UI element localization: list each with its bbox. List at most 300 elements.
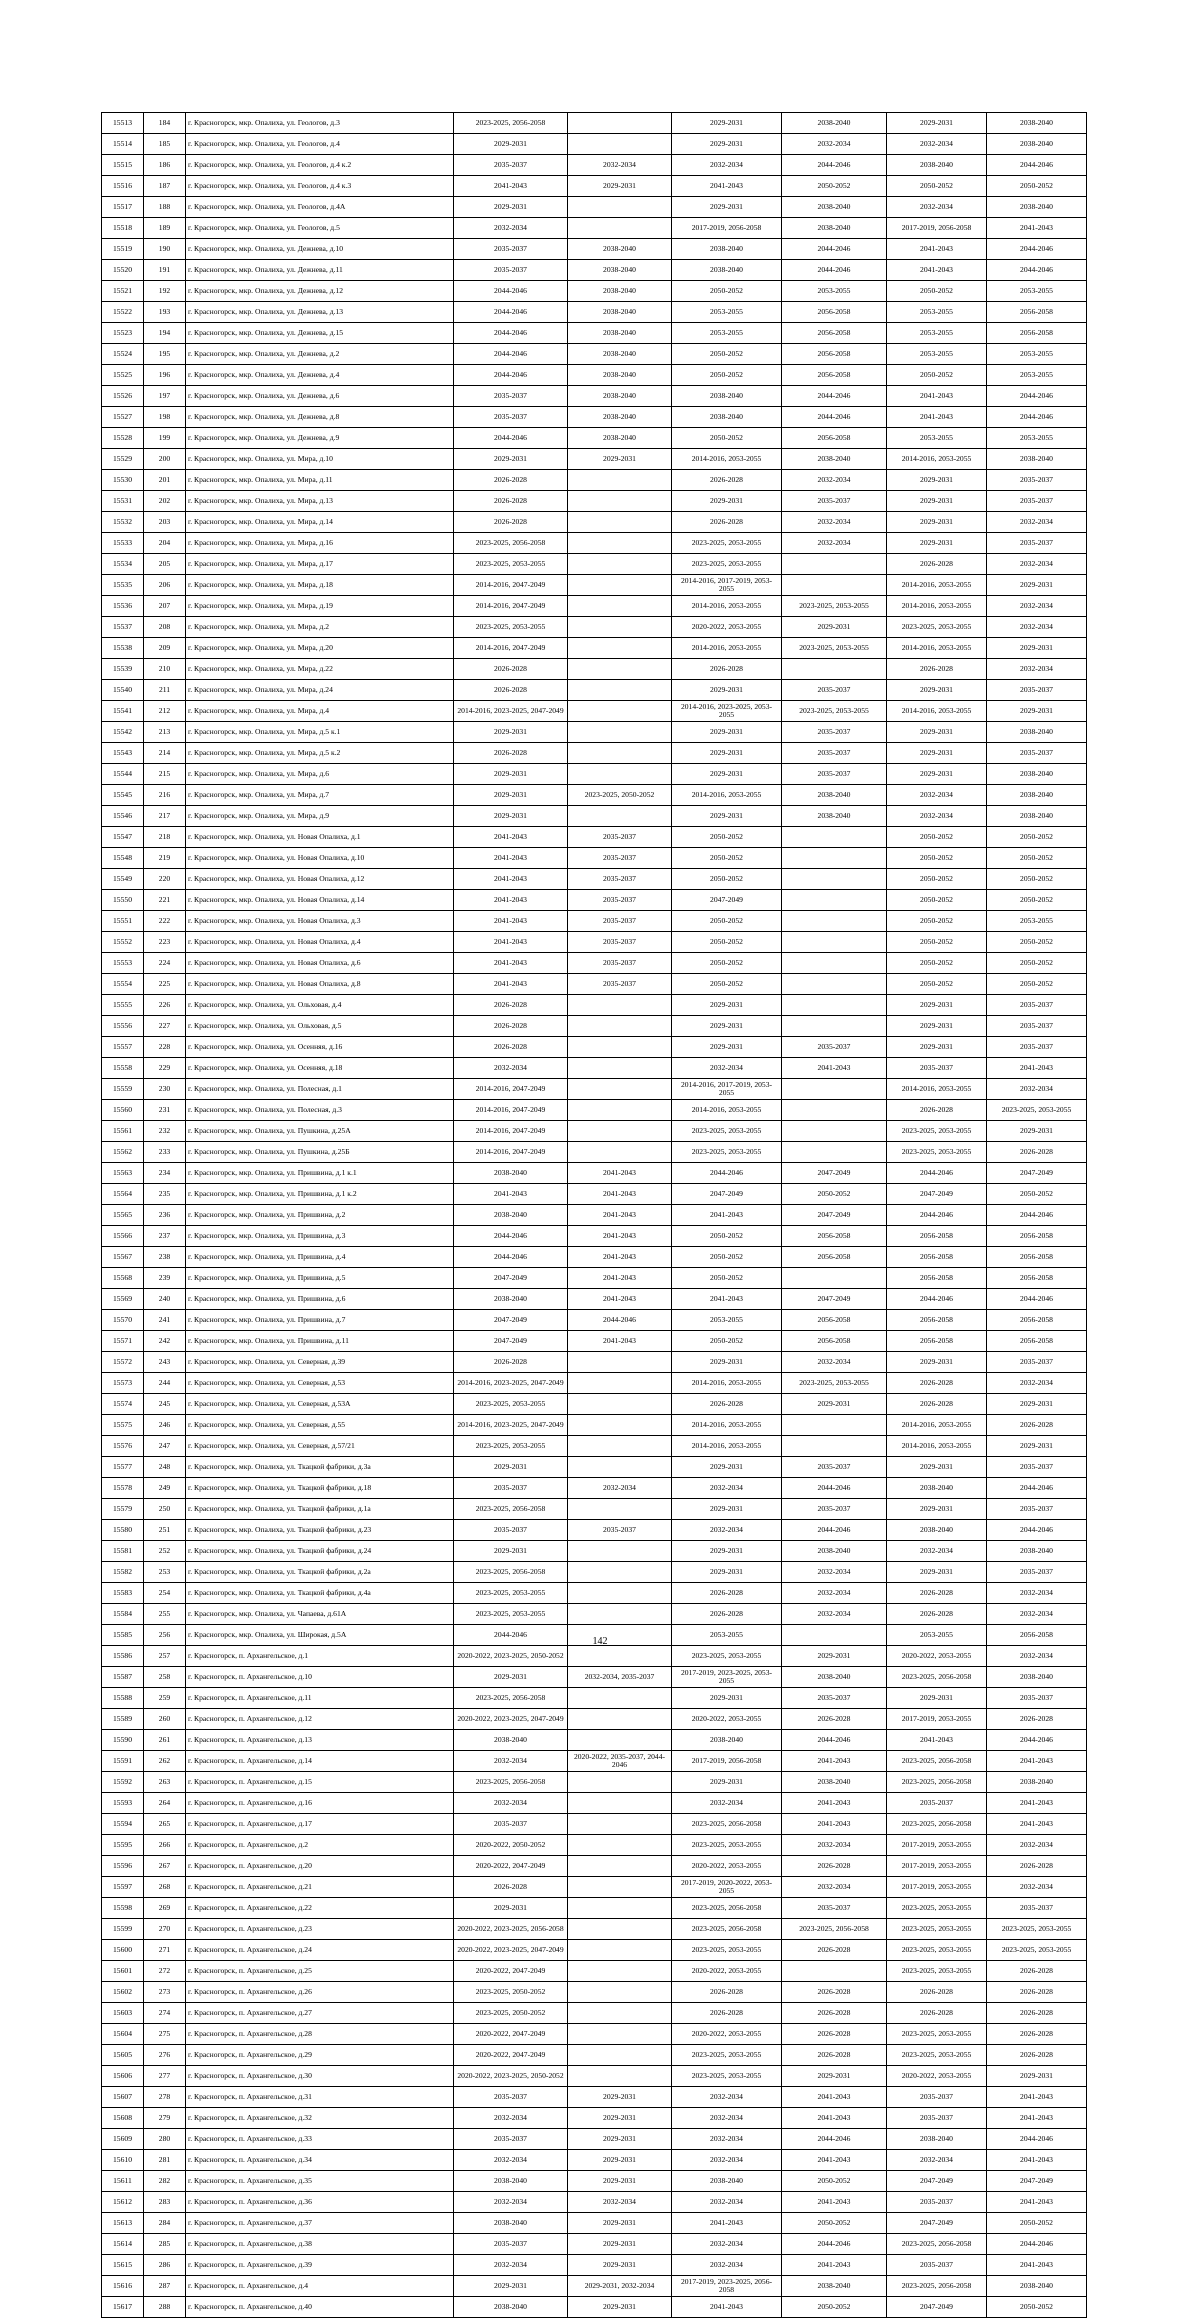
row-id-cell: 15584 xyxy=(102,1604,144,1625)
period-cell-6: 2023-2025, 2053-2055 xyxy=(987,1919,1087,1940)
row-id-cell: 15522 xyxy=(102,302,144,323)
period-cell-2: 2029-2031, 2032-2034 xyxy=(568,2276,672,2297)
period-cell-5: 2023-2025, 2053-2055 xyxy=(887,1121,987,1142)
period-cell-3: 2053-2055 xyxy=(672,1310,782,1331)
table-row xyxy=(102,1331,1087,1352)
row-number-cell: 207 xyxy=(144,596,186,617)
row-number-cell: 273 xyxy=(144,1982,186,2003)
row-id-cell: 15612 xyxy=(102,2192,144,2213)
period-cell-3: 2038-2040 xyxy=(672,1730,782,1751)
period-cell-5: 2017-2019, 2053-2055 xyxy=(887,1856,987,1877)
row-number-cell: 216 xyxy=(144,785,186,806)
period-cell-6: 2032-2034 xyxy=(987,512,1087,533)
period-cell-6: 2029-2031 xyxy=(987,638,1087,659)
row-number-cell: 245 xyxy=(144,1394,186,1415)
period-cell-5: 2014-2016, 2053-2055 xyxy=(887,638,987,659)
row-id-cell: 15521 xyxy=(102,281,144,302)
period-cell-4: 2032-2034 xyxy=(782,1604,887,1625)
period-cell-5: 2032-2034 xyxy=(887,197,987,218)
address-cell: г. Красногорск, мкр. Опалиха, ул. Новая Опалиха, д.10 xyxy=(186,848,454,869)
period-cell-6: 2029-2031 xyxy=(987,1436,1087,1457)
row-id-cell: 15552 xyxy=(102,932,144,953)
period-cell-2: 2029-2031 xyxy=(568,2108,672,2129)
period-cell-5: 2014-2016, 2053-2055 xyxy=(887,449,987,470)
period-cell-2 xyxy=(568,2045,672,2066)
period-cell-2: 2041-2043 xyxy=(568,1247,672,1268)
table-row xyxy=(102,2108,1087,2129)
table-row xyxy=(102,848,1087,869)
period-cell-4: 2038-2040 xyxy=(782,2276,887,2297)
period-cell-4 xyxy=(782,932,887,953)
table-row xyxy=(102,1142,1087,1163)
address-cell: г. Красногорск, п. Архангельское, д.2 xyxy=(186,1835,454,1856)
address-cell: г. Красногорск, мкр. Опалиха, ул. Дежнева, д.6 xyxy=(186,386,454,407)
period-cell-3: 2026-2028 xyxy=(672,1394,782,1415)
row-number-cell: 278 xyxy=(144,2087,186,2108)
row-id-cell: 15564 xyxy=(102,1184,144,1205)
period-cell-4: 2038-2040 xyxy=(782,449,887,470)
table-row xyxy=(102,533,1087,554)
row-id-cell: 15574 xyxy=(102,1394,144,1415)
address-cell: г. Красногорск, мкр. Опалиха, ул. Пришвина, д.11 xyxy=(186,1331,454,1352)
row-id-cell: 15572 xyxy=(102,1352,144,1373)
row-number-cell: 192 xyxy=(144,281,186,302)
period-cell-1: 2044-2046 xyxy=(454,323,568,344)
period-cell-5: 2029-2031 xyxy=(887,1457,987,1478)
row-id-cell: 15615 xyxy=(102,2255,144,2276)
period-cell-6: 2056-2058 xyxy=(987,1268,1087,1289)
period-cell-6: 2044-2046 xyxy=(987,2129,1087,2150)
period-cell-1: 2026-2028 xyxy=(454,1877,568,1898)
period-cell-3: 2032-2034 xyxy=(672,2192,782,2213)
table-row xyxy=(102,428,1087,449)
period-cell-6: 2041-2043 xyxy=(987,1058,1087,1079)
row-number-cell: 252 xyxy=(144,1541,186,1562)
period-cell-1: 2044-2046 xyxy=(454,1625,568,1646)
row-number-cell: 210 xyxy=(144,659,186,680)
period-cell-1: 2023-2025, 2053-2055 xyxy=(454,554,568,575)
table-row xyxy=(102,1982,1087,2003)
period-cell-5: 2056-2058 xyxy=(887,1268,987,1289)
period-cell-6: 2035-2037 xyxy=(987,1457,1087,1478)
period-cell-3: 2017-2019, 2056-2058 xyxy=(672,1751,782,1772)
row-number-cell: 239 xyxy=(144,1268,186,1289)
table-row xyxy=(102,1289,1087,1310)
period-cell-1: 2041-2043 xyxy=(454,176,568,197)
period-cell-4: 2044-2046 xyxy=(782,2129,887,2150)
row-number-cell: 224 xyxy=(144,953,186,974)
address-cell: г. Красногорск, мкр. Опалиха, ул. Мира, д.16 xyxy=(186,533,454,554)
period-cell-2: 2038-2040 xyxy=(568,365,672,386)
row-number-cell: 203 xyxy=(144,512,186,533)
period-cell-4: 2035-2037 xyxy=(782,743,887,764)
row-number-cell: 218 xyxy=(144,827,186,848)
period-cell-5: 2029-2031 xyxy=(887,1499,987,1520)
schedule-table xyxy=(101,112,1087,2318)
address-cell: г. Красногорск, мкр. Опалиха, ул. Мира, д.14 xyxy=(186,512,454,533)
period-cell-1: 2023-2025, 2056-2058 xyxy=(454,1499,568,1520)
period-cell-6: 2053-2055 xyxy=(987,365,1087,386)
period-cell-3: 2038-2040 xyxy=(672,239,782,260)
period-cell-2 xyxy=(568,806,672,827)
period-cell-2 xyxy=(568,1772,672,1793)
period-cell-3: 2032-2034 xyxy=(672,2129,782,2150)
period-cell-3: 2029-2031 xyxy=(672,995,782,1016)
period-cell-2: 2029-2031 xyxy=(568,2213,672,2234)
row-id-cell: 15590 xyxy=(102,1730,144,1751)
period-cell-3: 2044-2046 xyxy=(672,1163,782,1184)
period-cell-6: 2026-2028 xyxy=(987,1961,1087,1982)
period-cell-1: 2032-2034 xyxy=(454,2192,568,2213)
address-cell: г. Красногорск, мкр. Опалиха, ул. Ткацкой фабрики, д.1а xyxy=(186,1499,454,1520)
period-cell-4 xyxy=(782,1016,887,1037)
period-cell-3: 2050-2052 xyxy=(672,953,782,974)
period-cell-2: 2038-2040 xyxy=(568,407,672,428)
period-cell-2 xyxy=(568,638,672,659)
address-cell: г. Красногорск, мкр. Опалиха, ул. Мира, д.22 xyxy=(186,659,454,680)
period-cell-5: 2041-2043 xyxy=(887,260,987,281)
period-cell-3: 2041-2043 xyxy=(672,1289,782,1310)
period-cell-4: 2023-2025, 2053-2055 xyxy=(782,701,887,722)
period-cell-1: 2020-2022, 2047-2049 xyxy=(454,1856,568,1877)
row-id-cell: 15579 xyxy=(102,1499,144,1520)
row-number-cell: 269 xyxy=(144,1898,186,1919)
period-cell-6: 2038-2040 xyxy=(987,764,1087,785)
period-cell-1: 2029-2031 xyxy=(454,722,568,743)
period-cell-3: 2029-2031 xyxy=(672,1499,782,1520)
period-cell-1: 2026-2028 xyxy=(454,659,568,680)
row-id-cell: 15542 xyxy=(102,722,144,743)
period-cell-6: 2035-2037 xyxy=(987,491,1087,512)
table-row xyxy=(102,386,1087,407)
row-id-cell: 15526 xyxy=(102,386,144,407)
row-id-cell: 15566 xyxy=(102,1226,144,1247)
period-cell-5: 2023-2025, 2056-2058 xyxy=(887,2276,987,2297)
table-row xyxy=(102,1877,1087,1898)
address-cell: г. Красногорск, мкр. Опалиха, ул. Новая Опалиха, д.3 xyxy=(186,911,454,932)
period-cell-3: 2020-2022, 2053-2055 xyxy=(672,1961,782,1982)
address-cell: г. Красногорск, мкр. Опалиха, ул. Мира, д.5 к.1 xyxy=(186,722,454,743)
period-cell-1: 2023-2025, 2056-2058 xyxy=(454,1772,568,1793)
period-cell-1: 2023-2025, 2056-2058 xyxy=(454,113,568,134)
table-row xyxy=(102,1310,1087,1331)
period-cell-5: 2029-2031 xyxy=(887,764,987,785)
period-cell-1: 2029-2031 xyxy=(454,1667,568,1688)
period-cell-5: 2026-2028 xyxy=(887,1100,987,1121)
row-id-cell: 15602 xyxy=(102,1982,144,2003)
table-row xyxy=(102,575,1087,596)
period-cell-5: 2056-2058 xyxy=(887,1226,987,1247)
table-row xyxy=(102,1856,1087,1877)
period-cell-1: 2029-2031 xyxy=(454,134,568,155)
period-cell-1: 2026-2028 xyxy=(454,1016,568,1037)
row-id-cell: 15563 xyxy=(102,1163,144,1184)
table-row xyxy=(102,2276,1087,2297)
period-cell-1: 2038-2040 xyxy=(454,2213,568,2234)
table-row xyxy=(102,1562,1087,1583)
period-cell-6: 2035-2037 xyxy=(987,1499,1087,1520)
period-cell-6: 2041-2043 xyxy=(987,1814,1087,1835)
period-cell-1: 2038-2040 xyxy=(454,2297,568,2318)
period-cell-2: 2032-2034, 2035-2037 xyxy=(568,1667,672,1688)
table-row xyxy=(102,638,1087,659)
row-id-cell: 15539 xyxy=(102,659,144,680)
period-cell-6: 2044-2046 xyxy=(987,1730,1087,1751)
period-cell-2 xyxy=(568,1814,672,1835)
table-row xyxy=(102,932,1087,953)
period-cell-1: 2035-2037 xyxy=(454,1520,568,1541)
period-cell-5: 2038-2040 xyxy=(887,155,987,176)
row-id-cell: 15597 xyxy=(102,1877,144,1898)
period-cell-4: 2038-2040 xyxy=(782,113,887,134)
period-cell-5: 2026-2028 xyxy=(887,1373,987,1394)
row-id-cell: 15586 xyxy=(102,1646,144,1667)
period-cell-4: 2041-2043 xyxy=(782,2150,887,2171)
period-cell-5: 2035-2037 xyxy=(887,2108,987,2129)
row-number-cell: 222 xyxy=(144,911,186,932)
period-cell-4 xyxy=(782,575,887,596)
period-cell-3: 2014-2016, 2053-2055 xyxy=(672,785,782,806)
period-cell-1: 2035-2037 xyxy=(454,260,568,281)
row-number-cell: 275 xyxy=(144,2024,186,2045)
table-row xyxy=(102,1898,1087,1919)
period-cell-2 xyxy=(568,1919,672,1940)
period-cell-5: 2017-2019, 2053-2055 xyxy=(887,1709,987,1730)
period-cell-3: 2026-2028 xyxy=(672,1583,782,1604)
period-cell-6: 2026-2028 xyxy=(987,2045,1087,2066)
period-cell-5: 2029-2031 xyxy=(887,1688,987,1709)
period-cell-1: 2041-2043 xyxy=(454,1184,568,1205)
period-cell-1: 2029-2031 xyxy=(454,1457,568,1478)
row-number-cell: 285 xyxy=(144,2234,186,2255)
period-cell-3: 2014-2016, 2053-2055 xyxy=(672,1373,782,1394)
row-id-cell: 15536 xyxy=(102,596,144,617)
period-cell-6: 2035-2037 xyxy=(987,533,1087,554)
table-row xyxy=(102,281,1087,302)
row-id-cell: 15532 xyxy=(102,512,144,533)
period-cell-6: 2041-2043 xyxy=(987,2150,1087,2171)
period-cell-6: 2044-2046 xyxy=(987,260,1087,281)
row-number-cell: 287 xyxy=(144,2276,186,2297)
period-cell-6: 2047-2049 xyxy=(987,2171,1087,2192)
period-cell-4: 2032-2034 xyxy=(782,1352,887,1373)
period-cell-2: 2035-2037 xyxy=(568,848,672,869)
period-cell-3: 2050-2052 xyxy=(672,1331,782,1352)
row-number-cell: 259 xyxy=(144,1688,186,1709)
address-cell: г. Красногорск, мкр. Опалиха, ул. Мира, д.10 xyxy=(186,449,454,470)
table-row xyxy=(102,1604,1087,1625)
period-cell-2 xyxy=(568,1583,672,1604)
period-cell-2 xyxy=(568,134,672,155)
table-row xyxy=(102,1919,1087,1940)
period-cell-6: 2056-2058 xyxy=(987,1625,1087,1646)
period-cell-2: 2038-2040 xyxy=(568,239,672,260)
table-row xyxy=(102,491,1087,512)
period-cell-3: 2014-2016, 2053-2055 xyxy=(672,596,782,617)
address-cell: г. Красногорск, мкр. Опалиха, ул. Новая Опалиха, д.12 xyxy=(186,869,454,890)
period-cell-2: 2035-2037 xyxy=(568,932,672,953)
row-id-cell: 15608 xyxy=(102,2108,144,2129)
address-cell: г. Красногорск, мкр. Опалиха, ул. Ткацкой фабрики, д.3а xyxy=(186,1457,454,1478)
period-cell-6: 2032-2034 xyxy=(987,1877,1087,1898)
period-cell-2 xyxy=(568,617,672,638)
period-cell-1: 2035-2037 xyxy=(454,2087,568,2108)
table-row xyxy=(102,1079,1087,1100)
row-id-cell: 15578 xyxy=(102,1478,144,1499)
period-cell-4: 2044-2046 xyxy=(782,1478,887,1499)
row-number-cell: 197 xyxy=(144,386,186,407)
period-cell-1: 2044-2046 xyxy=(454,365,568,386)
period-cell-4: 2050-2052 xyxy=(782,176,887,197)
period-cell-3: 2029-2031 xyxy=(672,680,782,701)
period-cell-4: 2044-2046 xyxy=(782,239,887,260)
period-cell-5: 2053-2055 xyxy=(887,323,987,344)
row-number-cell: 212 xyxy=(144,701,186,722)
table-row xyxy=(102,176,1087,197)
period-cell-1: 2023-2025, 2053-2055 xyxy=(454,1604,568,1625)
period-cell-3: 2053-2055 xyxy=(672,323,782,344)
period-cell-4: 2038-2040 xyxy=(782,785,887,806)
table-row xyxy=(102,1352,1087,1373)
address-cell: г. Красногорск, мкр. Опалиха, ул. Полесная, д.3 xyxy=(186,1100,454,1121)
period-cell-3: 2050-2052 xyxy=(672,911,782,932)
period-cell-5: 2014-2016, 2053-2055 xyxy=(887,596,987,617)
address-cell: г. Красногорск, мкр. Опалиха, ул. Новая Опалиха, д.14 xyxy=(186,890,454,911)
row-id-cell: 15555 xyxy=(102,995,144,1016)
period-cell-4: 2032-2034 xyxy=(782,1835,887,1856)
period-cell-2: 2038-2040 xyxy=(568,281,672,302)
period-cell-5: 2026-2028 xyxy=(887,1982,987,2003)
table-row xyxy=(102,1373,1087,1394)
period-cell-1: 2035-2037 xyxy=(454,2234,568,2255)
period-cell-1: 2023-2025, 2056-2058 xyxy=(454,1562,568,1583)
period-cell-2: 2038-2040 xyxy=(568,344,672,365)
period-cell-2: 2041-2043 xyxy=(568,1205,672,1226)
period-cell-3: 2050-2052 xyxy=(672,1226,782,1247)
period-cell-6: 2041-2043 xyxy=(987,2087,1087,2108)
period-cell-5: 2047-2049 xyxy=(887,2213,987,2234)
row-id-cell: 15523 xyxy=(102,323,144,344)
period-cell-3: 2020-2022, 2053-2055 xyxy=(672,2024,782,2045)
period-cell-6: 2029-2031 xyxy=(987,1121,1087,1142)
period-cell-2 xyxy=(568,533,672,554)
period-cell-3: 2014-2016, 2053-2055 xyxy=(672,1436,782,1457)
period-cell-1: 2032-2034 xyxy=(454,1058,568,1079)
row-id-cell: 15531 xyxy=(102,491,144,512)
table-row xyxy=(102,1436,1087,1457)
row-id-cell: 15596 xyxy=(102,1856,144,1877)
period-cell-2 xyxy=(568,659,672,680)
period-cell-2 xyxy=(568,701,672,722)
row-id-cell: 15516 xyxy=(102,176,144,197)
period-cell-6: 2038-2040 xyxy=(987,113,1087,134)
period-cell-6: 2044-2046 xyxy=(987,1289,1087,1310)
period-cell-3: 2014-2016, 2017-2019, 2053-2055 xyxy=(672,575,782,596)
period-cell-6: 2035-2037 xyxy=(987,1688,1087,1709)
period-cell-5: 2029-2031 xyxy=(887,1016,987,1037)
row-id-cell: 15514 xyxy=(102,134,144,155)
row-id-cell: 15561 xyxy=(102,1121,144,1142)
period-cell-5: 2032-2034 xyxy=(887,2150,987,2171)
table-row xyxy=(102,134,1087,155)
period-cell-4: 2035-2037 xyxy=(782,1898,887,1919)
period-cell-4: 2056-2058 xyxy=(782,344,887,365)
table-row xyxy=(102,1205,1087,1226)
row-id-cell: 15591 xyxy=(102,1751,144,1772)
row-id-cell: 15581 xyxy=(102,1541,144,1562)
period-cell-6: 2032-2034 xyxy=(987,554,1087,575)
row-id-cell: 15600 xyxy=(102,1940,144,1961)
period-cell-6: 2038-2040 xyxy=(987,785,1087,806)
period-cell-3: 2050-2052 xyxy=(672,365,782,386)
address-cell: г. Красногорск, п. Архангельское, д.10 xyxy=(186,1667,454,1688)
period-cell-3: 2026-2028 xyxy=(672,1982,782,2003)
table-row xyxy=(102,113,1087,134)
period-cell-2: 2041-2043 xyxy=(568,1331,672,1352)
period-cell-5: 2023-2025, 2053-2055 xyxy=(887,1919,987,1940)
period-cell-1: 2038-2040 xyxy=(454,1205,568,1226)
period-cell-4 xyxy=(782,554,887,575)
period-cell-5: 2014-2016, 2053-2055 xyxy=(887,1415,987,1436)
address-cell: г. Красногорск, мкр. Опалиха, ул. Мира, д.24 xyxy=(186,680,454,701)
period-cell-1: 2044-2046 xyxy=(454,428,568,449)
period-cell-5: 2023-2025, 2056-2058 xyxy=(887,1667,987,1688)
period-cell-5: 2026-2028 xyxy=(887,554,987,575)
period-cell-5: 2026-2028 xyxy=(887,1604,987,1625)
period-cell-6: 2035-2037 xyxy=(987,1037,1087,1058)
period-cell-3: 2032-2034 xyxy=(672,155,782,176)
table-row xyxy=(102,2213,1087,2234)
period-cell-5: 2047-2049 xyxy=(887,2171,987,2192)
row-number-cell: 219 xyxy=(144,848,186,869)
period-cell-4: 2035-2037 xyxy=(782,722,887,743)
period-cell-6: 2044-2046 xyxy=(987,407,1087,428)
row-number-cell: 262 xyxy=(144,1751,186,1772)
period-cell-1: 2041-2043 xyxy=(454,890,568,911)
period-cell-2: 2029-2031 xyxy=(568,2255,672,2276)
period-cell-2 xyxy=(568,596,672,617)
period-cell-4: 2032-2034 xyxy=(782,1877,887,1898)
address-cell: г. Красногорск, мкр. Опалиха, ул. Северная, д.57/21 xyxy=(186,1436,454,1457)
period-cell-5: 2035-2037 xyxy=(887,1793,987,1814)
address-cell: г. Красногорск, мкр. Опалиха, ул. Новая Опалиха, д.6 xyxy=(186,953,454,974)
period-cell-1: 2035-2037 xyxy=(454,239,568,260)
period-cell-3: 2029-2031 xyxy=(672,113,782,134)
period-cell-2: 2032-2034 xyxy=(568,155,672,176)
row-number-cell: 248 xyxy=(144,1457,186,1478)
table-row xyxy=(102,1688,1087,1709)
period-cell-4 xyxy=(782,659,887,680)
table-row xyxy=(102,1709,1087,1730)
address-cell: г. Красногорск, мкр. Опалиха, ул. Геологов, д.3 xyxy=(186,113,454,134)
period-cell-5: 2038-2040 xyxy=(887,1520,987,1541)
period-cell-2 xyxy=(568,1079,672,1100)
table-row xyxy=(102,2045,1087,2066)
period-cell-6: 2035-2037 xyxy=(987,470,1087,491)
period-cell-1: 2032-2034 xyxy=(454,1793,568,1814)
period-cell-5: 2029-2031 xyxy=(887,491,987,512)
period-cell-6: 2032-2034 xyxy=(987,1646,1087,1667)
row-number-cell: 255 xyxy=(144,1604,186,1625)
row-number-cell: 243 xyxy=(144,1352,186,1373)
address-cell: г. Красногорск, мкр. Опалиха, ул. Пришвина, д.6 xyxy=(186,1289,454,1310)
table-row xyxy=(102,407,1087,428)
period-cell-1: 2014-2016, 2047-2049 xyxy=(454,1100,568,1121)
period-cell-4: 2026-2028 xyxy=(782,2045,887,2066)
row-number-cell: 217 xyxy=(144,806,186,827)
period-cell-5: 2032-2034 xyxy=(887,785,987,806)
address-cell: г. Красногорск, п. Архангельское, д.1 xyxy=(186,1646,454,1667)
